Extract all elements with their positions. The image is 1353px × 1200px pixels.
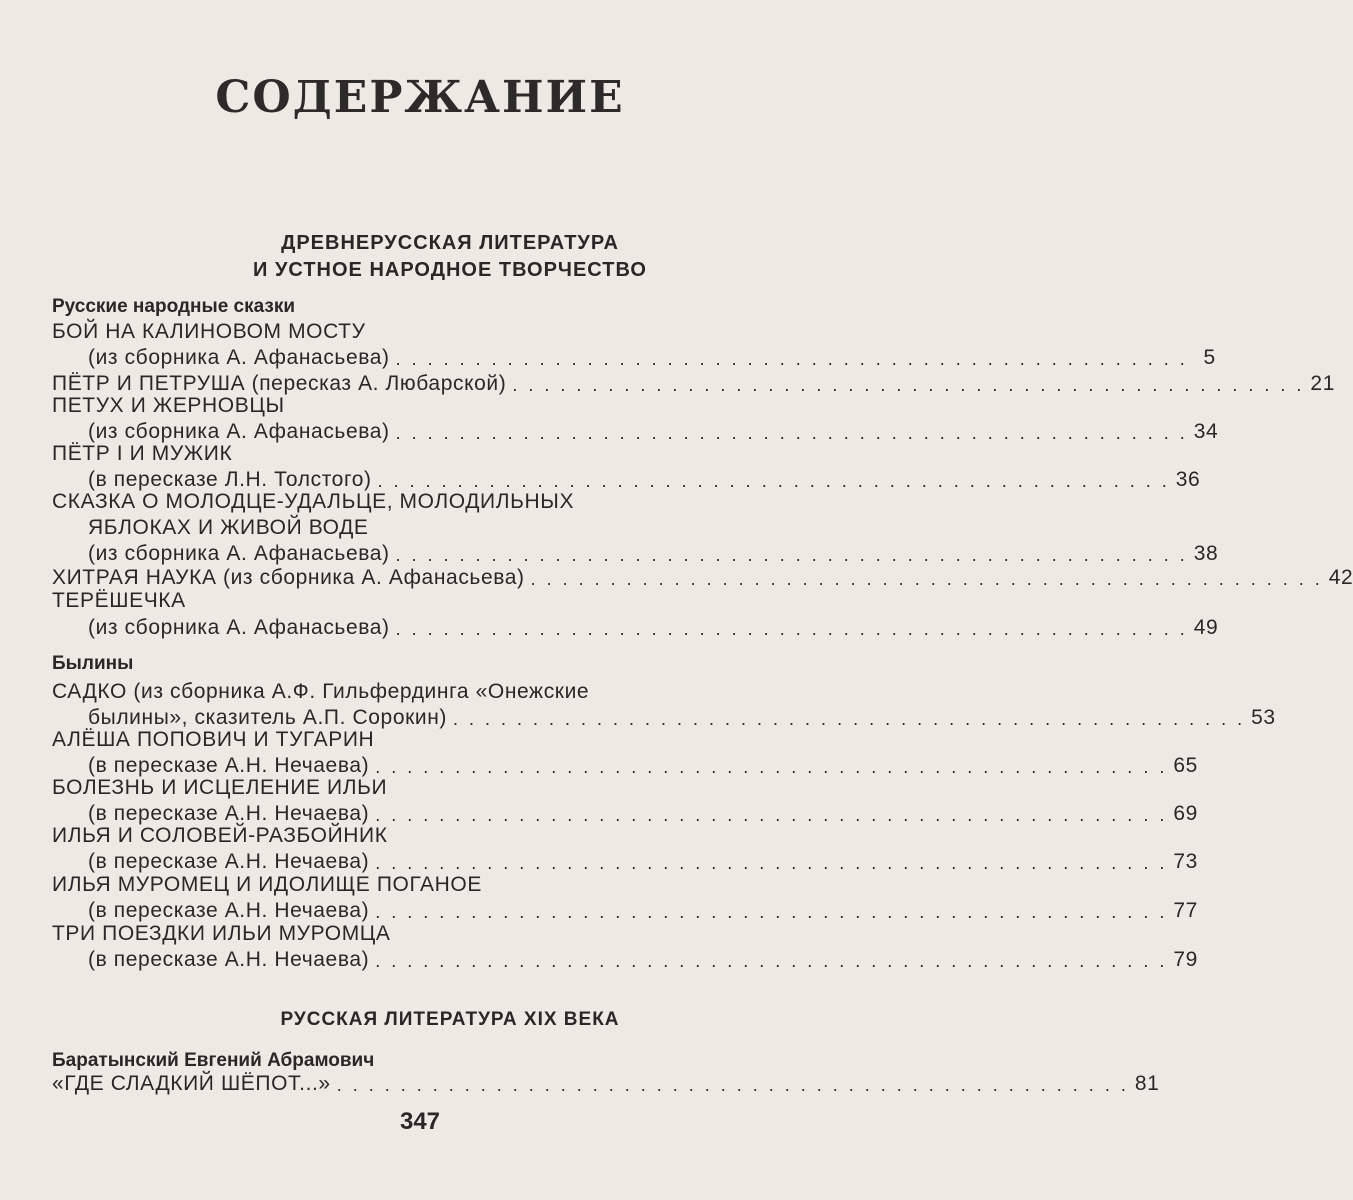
page-number: 38 (1193, 542, 1219, 565)
toc-entry (88, 344, 1216, 370)
entry-text: (из сборника А. Афанасьева) (88, 346, 390, 369)
entry-text: (из сборника А. Афанасьева) (88, 542, 390, 565)
page-number: 36 (1175, 468, 1201, 491)
toc-entry (52, 822, 778, 848)
dot-leader: . . . . . . . . . . . . . . . . . . . . . . . . . . . . . . . . . . . . . . . . . . . . . . . . . . (375, 805, 1168, 825)
subheading-byliny: Былины (52, 653, 134, 674)
entry-text: (в пересказе А.Н. Нечаева) (88, 899, 370, 922)
entry-text: (в пересказе А.Н. Нечаева) (88, 948, 370, 971)
dot-leader: . . . . . . . . . . . . . . . . . . . . . . . . . . . . . . . . . . . . . . . . . . . . . . . . . . (375, 951, 1168, 971)
toc-entry (52, 488, 778, 514)
entry-text: (в пересказе А.Н. Нечаева) (88, 850, 370, 873)
entry-text: былины», сказитель А.П. Сорокин) (88, 706, 448, 729)
dot-leader: . . . . . . . . . . . . . . . . . . . . . . . . . . . . . . . . . . . . . . . . . . . . . . . . . . (395, 349, 1188, 369)
entry-text: (в пересказе А.Н. Нечаева) (88, 754, 370, 777)
page-number: 79 (1173, 948, 1198, 971)
toc-entry (88, 514, 778, 540)
dot-leader: . . . . . . . . . . . . . . . . . . . . . . . . . . . . . . . . . . . . . . . . . . . . . . . . . . (375, 902, 1168, 922)
page-number: 49 (1193, 616, 1219, 639)
toc-entry (52, 726, 778, 752)
dot-leader: . . . . . . . . . . . . . . . . . . . . . . . . . . . . . . . . . . . . . . . . . . . . . . . . . . (375, 757, 1168, 777)
dot-leader: . . . . . . . . . . . . . . . . . . . . . . . . . . . . . . . . . . . . . . . . . . . . . . . . . . (530, 569, 1323, 589)
entry-text: ПЁТР И ПЕТРУША (пересказ А. Любарской) (52, 372, 507, 395)
page-number: 53 (1251, 706, 1276, 729)
toc-entry (52, 920, 778, 946)
page-number: 34 (1193, 420, 1219, 443)
entry-text: СКАЗКА О МОЛОДЦЕ-УДАЛЬЦЕ, МОЛОДИЛЬНЫХ (52, 490, 575, 513)
entry-text: АЛЁША ПОПОВИЧ И ТУГАРИН (52, 728, 375, 751)
toc-entry (52, 318, 778, 344)
entry-text: ПЁТР I И МУЖИК (52, 442, 233, 465)
toc-entry (88, 540, 1219, 566)
entry-text: (в пересказе А.Н. Нечаева) (88, 802, 370, 825)
dot-leader: . . . . . . . . . . . . . . . . . . . . . . . . . . . . . . . . . . . . . . . . . . . . . . . . . . (512, 375, 1305, 395)
entry-text: САДКО (из сборника А.Ф. Гильфердинга «Онежские (52, 680, 590, 703)
section-heading-old-russian (60, 230, 840, 284)
dot-leader: . . . . . . . . . . . . . . . . . . . . . . . . . . . . . . . . . . . . . . . . . . . . . . . . . . (377, 471, 1170, 491)
section-heading-line: ДРЕВНЕРУССКАЯ ЛИТЕРАТУРА (281, 232, 619, 254)
page-folio: 347 (399, 1108, 441, 1135)
page-title: СОДЕРЖАНИЕ (215, 72, 625, 123)
entry-text: ХИТРАЯ НАУКА (из сборника А. Афанасьева) (52, 566, 525, 589)
dot-leader: . . . . . . . . . . . . . . . . . . . . . . . . . . . . . . . . . . . . . . . . . . . . . . . . . . (375, 853, 1168, 873)
page-number: 81 (1134, 1072, 1160, 1095)
entry-text: (из сборника А. Афанасьева) (88, 420, 390, 443)
dot-leader: . . . . . . . . . . . . . . . . . . . . . . . . . . . . . . . . . . . . . . . . . . . . . . . . . . (336, 1075, 1129, 1095)
subheading-author: Баратынский Евгений Абрамович (52, 1050, 375, 1071)
toc-entry (52, 871, 778, 897)
toc-entry (88, 614, 1219, 640)
subheading-fairy-tales: Русские народные сказки (52, 296, 296, 317)
entry-text: ИЛЬЯ МУРОМЕЦ И ИДОЛИЩЕ ПОГАНОЕ (52, 873, 482, 896)
entry-text: ТЕРЁШЕЧКА (52, 589, 186, 612)
page-number: 73 (1173, 850, 1198, 873)
entry-text: «ГДЕ СЛАДКИЙ ШЁПОТ...» (52, 1072, 331, 1095)
toc-entry (52, 587, 778, 613)
entry-text: ТРИ ПОЕЗДКИ ИЛЬИ МУРОМЦА (52, 922, 391, 945)
toc-entry (52, 1070, 1160, 1096)
entry-text: (из сборника А. Афанасьева) (88, 616, 390, 639)
page-number: 77 (1173, 899, 1198, 922)
page-number: 65 (1173, 754, 1198, 777)
entry-text: БОЛЕЗНЬ И ИСЦЕЛЕНИЕ ИЛЬИ (52, 776, 388, 799)
entry-text: ПЕТУХ И ЖЕРНОВЦЫ (52, 394, 285, 417)
page-number: 21 (1310, 372, 1335, 395)
entry-text: ИЛЬЯ И СОЛОВЕЙ-РАЗБОЙНИК (52, 824, 388, 847)
entry-text: БОЙ НА КАЛИНОВОМ МОСТУ (52, 320, 366, 343)
dot-leader: . . . . . . . . . . . . . . . . . . . . . . . . . . . . . . . . . . . . . . . . . . . . . . . . . . (395, 619, 1188, 639)
dot-leader: . . . . . . . . . . . . . . . . . . . . . . . . . . . . . . . . . . . . . . . . . . . . . . . . . . (395, 545, 1188, 565)
toc-entry (52, 678, 778, 704)
section-heading-19th-century: РУССКАЯ ЛИТЕРАТУРА XIX ВЕКА (280, 1009, 620, 1030)
page-number: 69 (1173, 802, 1198, 825)
page-number: 42 (1328, 566, 1353, 589)
toc-entry (52, 440, 778, 466)
dot-leader: . . . . . . . . . . . . . . . . . . . . . . . . . . . . . . . . . . . . . . . . . . . . . . . . . . (395, 423, 1188, 443)
section-heading-line: И УСТНОЕ НАРОДНОЕ ТВОРЧЕСТВО (253, 259, 647, 281)
dot-leader: . . . . . . . . . . . . . . . . . . . . . . . . . . . . . . . . . . . . . . . . . . . . . . . . . . (453, 709, 1246, 729)
page-number: 5 (1203, 346, 1216, 369)
entry-text: (в пересказе Л.Н. Толстого) (88, 468, 372, 491)
toc-entry (88, 946, 1198, 972)
entry-text: ЯБЛОКАХ И ЖИВОЙ ВОДЕ (88, 516, 369, 539)
toc-entry (52, 392, 778, 418)
toc-entry (52, 774, 778, 800)
